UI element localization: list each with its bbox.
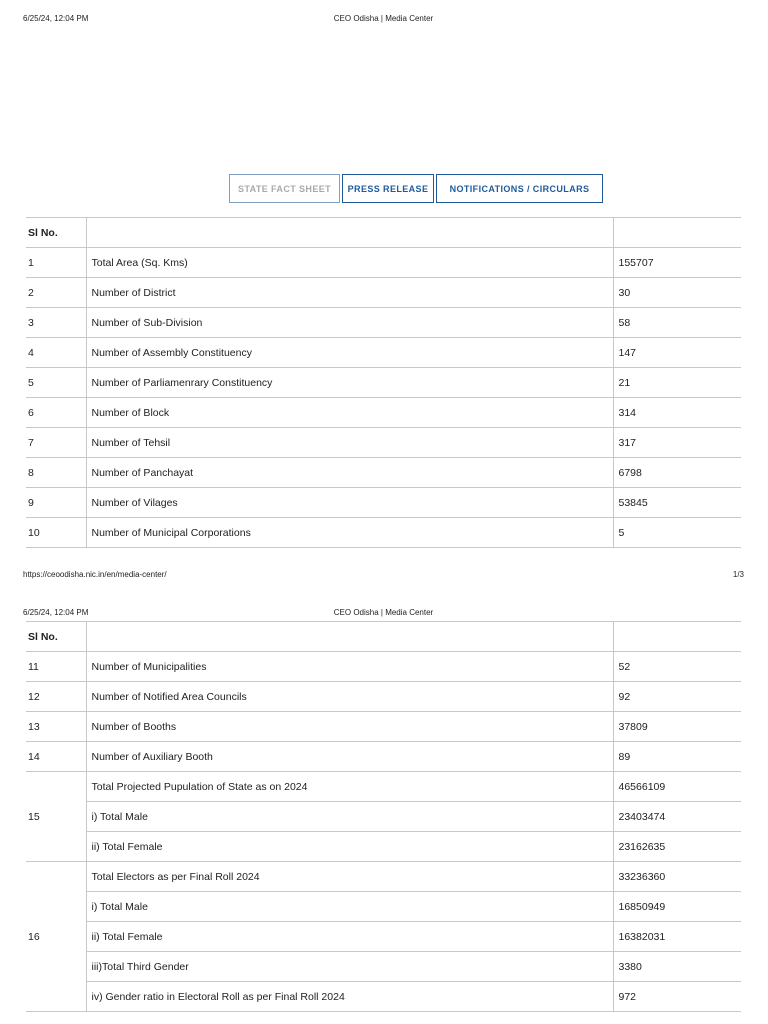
- table-row: [26, 248, 741, 278]
- value-cell: 155707: [613, 248, 741, 278]
- table-row: [26, 398, 741, 428]
- tab-notifications-circulars[interactable]: NOTIFICATIONS / CIRCULARS: [436, 174, 603, 203]
- sl-cell: 4: [26, 338, 86, 368]
- table-row: [26, 862, 741, 892]
- item-cell: Number of Auxiliary Booth: [86, 742, 613, 772]
- item-cell: i) Total Male: [86, 802, 613, 832]
- value-cell: 46566109: [613, 772, 741, 802]
- table-row: [26, 682, 741, 712]
- print-footer: [23, 570, 744, 582]
- value-cell: 30: [613, 278, 741, 308]
- sl-cell: 14: [26, 742, 86, 772]
- value-cell: 16850949: [613, 892, 741, 922]
- table-row: [26, 368, 741, 398]
- sl-cell: 1: [26, 248, 86, 278]
- table-row: [26, 458, 741, 488]
- item-cell: Number of Municipal Corporations: [86, 518, 613, 548]
- table-row: [26, 742, 741, 772]
- state-fact-table-continued: [26, 621, 741, 1012]
- sl-cell: 3: [26, 308, 86, 338]
- print-datetime: 6/25/24, 12:04 PM: [23, 608, 89, 617]
- table-header-row: [26, 622, 741, 652]
- sl-cell: 11: [26, 652, 86, 682]
- sl-cell: 5: [26, 368, 86, 398]
- table-row: [26, 952, 741, 982]
- header-sl-no: Sl No.: [26, 218, 86, 248]
- table-row: [26, 338, 741, 368]
- item-cell: Number of Panchayat: [86, 458, 613, 488]
- value-cell: 37809: [613, 712, 741, 742]
- table-row: [26, 428, 741, 458]
- table-header-row: [26, 218, 741, 248]
- value-cell: 89: [613, 742, 741, 772]
- value-cell: 53845: [613, 488, 741, 518]
- sl-cell-group: 15: [26, 772, 86, 862]
- print-header-page-2: [23, 608, 744, 620]
- state-fact-table: [26, 217, 741, 548]
- value-cell: 317: [613, 428, 741, 458]
- sl-cell: 9: [26, 488, 86, 518]
- table-row: [26, 982, 741, 1012]
- sl-cell: 7: [26, 428, 86, 458]
- item-cell: Total Electors as per Final Roll 2024: [86, 862, 613, 892]
- item-cell: Number of Municipalities: [86, 652, 613, 682]
- table-row: [26, 652, 741, 682]
- value-cell: 6798: [613, 458, 741, 488]
- print-header: [23, 14, 744, 26]
- item-cell: i) Total Male: [86, 892, 613, 922]
- value-cell: 147: [613, 338, 741, 368]
- item-cell: iii)Total Third Gender: [86, 952, 613, 982]
- item-cell: Number of Block: [86, 398, 613, 428]
- value-cell: 21: [613, 368, 741, 398]
- table-row: [26, 712, 741, 742]
- sl-cell: 8: [26, 458, 86, 488]
- value-cell: 23403474: [613, 802, 741, 832]
- sl-cell: 12: [26, 682, 86, 712]
- value-cell: 16382031: [613, 922, 741, 952]
- value-cell: 52: [613, 652, 741, 682]
- print-title: CEO Odisha | Media Center: [333, 608, 434, 617]
- value-cell: 92: [613, 682, 741, 712]
- value-cell: 314: [613, 398, 741, 428]
- value-cell: 23162635: [613, 832, 741, 862]
- table-row: [26, 892, 741, 922]
- item-cell: Number of Tehsil: [86, 428, 613, 458]
- value-cell: 972: [613, 982, 741, 1012]
- value-cell: 3380: [613, 952, 741, 982]
- print-datetime: 6/25/24, 12:04 PM: [23, 14, 89, 23]
- item-cell: Number of Sub-Division: [86, 308, 613, 338]
- tab-state-fact-sheet[interactable]: STATE FACT SHEET: [229, 174, 340, 203]
- item-cell: Number of Booths: [86, 712, 613, 742]
- item-cell: Number of Vilages: [86, 488, 613, 518]
- item-cell: ii) Total Female: [86, 832, 613, 862]
- value-cell: 58: [613, 308, 741, 338]
- item-cell: Number of District: [86, 278, 613, 308]
- table-row: [26, 278, 741, 308]
- header-item: [86, 622, 613, 652]
- table-row: [26, 922, 741, 952]
- print-page-number: 1/3: [732, 570, 744, 579]
- value-cell: 33236360: [613, 862, 741, 892]
- item-cell: Total Projected Pupulation of State as on 2024: [86, 772, 613, 802]
- item-cell: Number of Parliamenrary Constituency: [86, 368, 613, 398]
- table-row: [26, 832, 741, 862]
- value-cell: 5: [613, 518, 741, 548]
- sl-cell: 6: [26, 398, 86, 428]
- header-value: [613, 218, 741, 248]
- media-tabs: [229, 174, 603, 203]
- table-row: [26, 772, 741, 802]
- sl-cell: 10: [26, 518, 86, 548]
- header-value: [613, 622, 741, 652]
- table-row: [26, 488, 741, 518]
- item-cell: Total Area (Sq. Kms): [86, 248, 613, 278]
- item-cell: Number of Notified Area Councils: [86, 682, 613, 712]
- item-cell: ii) Total Female: [86, 922, 613, 952]
- table-row: [26, 308, 741, 338]
- sl-cell-group: 16: [26, 862, 86, 1012]
- tab-press-release[interactable]: PRESS RELEASE: [342, 174, 434, 203]
- sl-cell: 13: [26, 712, 86, 742]
- item-cell: iv) Gender ratio in Electoral Roll as per Final Roll 2024: [86, 982, 613, 1012]
- table-row: [26, 518, 741, 548]
- sl-cell: 2: [26, 278, 86, 308]
- print-title: CEO Odisha | Media Center: [333, 14, 434, 23]
- header-item: [86, 218, 613, 248]
- item-cell: Number of Assembly Constituency: [86, 338, 613, 368]
- table-row: [26, 802, 741, 832]
- header-sl-no: Sl No.: [26, 622, 86, 652]
- print-url-link[interactable]: https://ceoodisha.nic.in/en/media-center/: [23, 570, 167, 579]
